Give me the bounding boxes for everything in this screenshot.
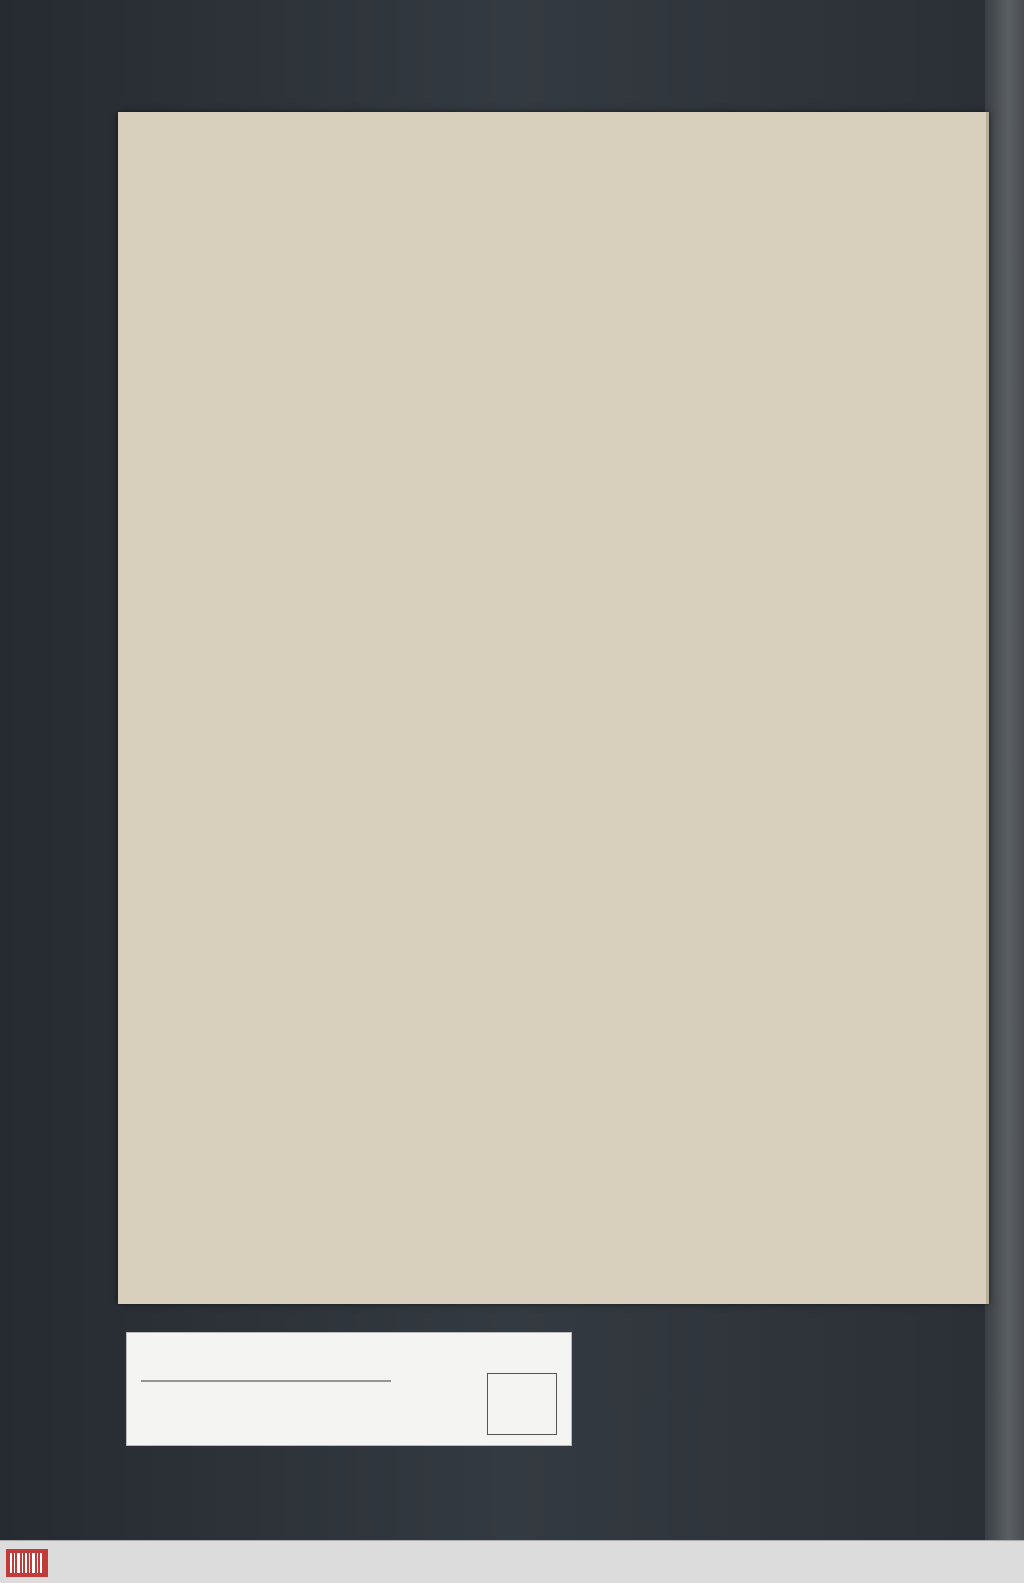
book-edge bbox=[985, 0, 1024, 1540]
ruler-scale bbox=[141, 1379, 391, 1411]
book-page bbox=[118, 112, 989, 1304]
color-calibration-card bbox=[126, 1332, 572, 1446]
gray-scale-patches bbox=[487, 1373, 557, 1435]
page-content bbox=[218, 154, 952, 270]
page-header bbox=[218, 154, 952, 190]
footer-bar bbox=[0, 1540, 1024, 1583]
chapter-number bbox=[218, 190, 952, 222]
barcode-icon bbox=[6, 1549, 48, 1577]
chapter-title bbox=[218, 222, 952, 270]
dropcap-initial bbox=[218, 270, 290, 342]
